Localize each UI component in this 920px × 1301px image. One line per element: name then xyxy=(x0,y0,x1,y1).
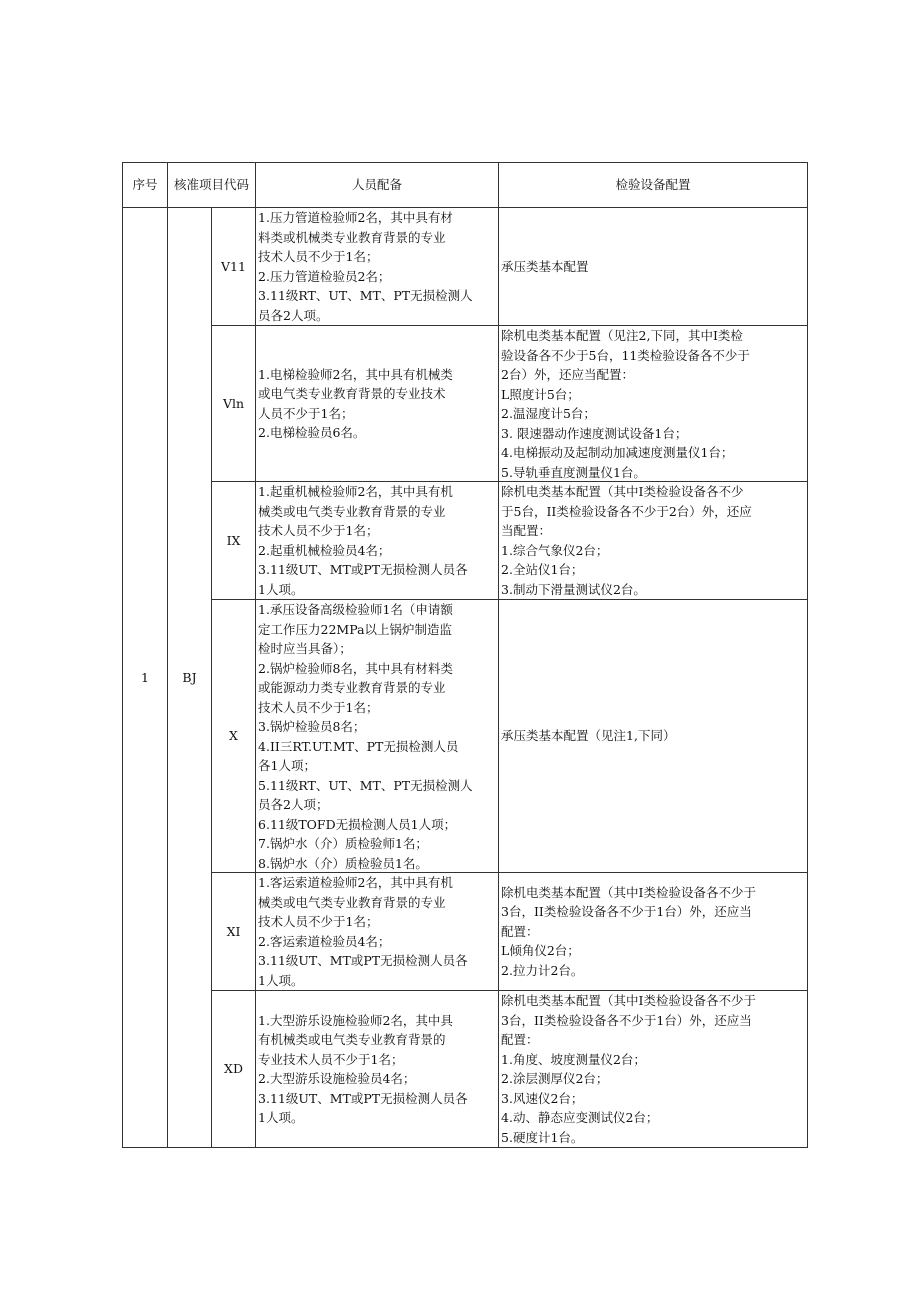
sub-code-cell: IX xyxy=(212,482,256,600)
staff-line: 1.承压设备高级检验师1名（申请额 xyxy=(258,602,453,617)
staff-line: 2.电梯检验员6名。 xyxy=(258,425,366,440)
header-equipment: 检验设备配置 xyxy=(499,163,808,208)
equipment-line: 2.温湿度计5台； xyxy=(501,406,596,421)
header-seq: 序号 xyxy=(123,163,168,208)
staff-line: 1.电梯检验师2名，其中具有机械类 xyxy=(258,366,453,382)
equipment-line: 2.拉力计2台。 xyxy=(501,962,584,978)
equipment-line: 3. 限速器动作速度测试设备1台； xyxy=(501,425,688,441)
equipment-line: 3台，II类检验设备各不少于1台）外，还应当 xyxy=(501,904,752,920)
staff-line: 4.II三RT.UT.MT、PT无损检测人员 xyxy=(258,738,459,754)
header-staff: 人员配备 xyxy=(256,163,499,208)
staff-line: 有机械类或电气类专业教育背景的 xyxy=(258,1032,446,1047)
staff-line: 检时应当具备）； xyxy=(258,641,352,656)
staff-line: 或电气类专业教育背景的专业技术 xyxy=(258,386,446,401)
staff-line: 3.锅炉检验员8名； xyxy=(258,719,366,734)
staff-line: 技术人员不少于1名； xyxy=(258,914,379,929)
sub-code-cell: X xyxy=(212,600,256,873)
staff-line: 员各2人项； xyxy=(258,797,329,812)
staff-line: 3.11级RT、UT、MT、PT无损检测人 xyxy=(258,288,473,303)
equipment-line: 2.涂层测厚仪2台； xyxy=(501,1071,609,1086)
staff-line: 1.大型游乐设施检验师2名，其中具 xyxy=(258,1012,453,1028)
equipment-cell xyxy=(499,326,808,482)
staff-line: 3.11级UT、MT或PT无损检测人员各 xyxy=(258,562,468,577)
equipment-line: 2.全站仪1台； xyxy=(501,562,584,577)
staff-cell xyxy=(256,326,499,482)
equipment-line: 2台）外，还应当配置： xyxy=(501,367,634,382)
staff-line: 8.锅炉水（介）质检验员1名。 xyxy=(258,855,428,871)
staff-line: 2.大型游乐设施检验员4名； xyxy=(258,1071,416,1086)
staff-line: 料类或机械类专业教育背景的专业 xyxy=(258,229,446,245)
equipment-line: L倾角仪2台； xyxy=(501,943,580,959)
staff-line: 定工作压力22MPa以上锅炉制造监 xyxy=(258,621,453,637)
equipment-line: 5.导轨垂直度测量仪1台。 xyxy=(501,464,646,480)
header-code: 核准项目代码 xyxy=(168,163,256,208)
equipment-line: 除机电类基本配置（其中I类检验设备各不少于 xyxy=(501,884,756,900)
staff-line: 1.压力管道检验师2名，其中具有材 xyxy=(258,210,453,225)
equipment-cell xyxy=(499,208,808,326)
staff-line: 械类或电气类专业教育背景的专业 xyxy=(258,894,446,910)
staff-cell xyxy=(256,482,499,600)
equipment-line: 配置： xyxy=(501,1032,539,1047)
staff-line: 2.压力管道检验员2名； xyxy=(258,268,391,284)
equipment-line: 配置： xyxy=(501,923,539,939)
equipment-line: L照度计5台； xyxy=(501,386,580,402)
staff-line: 人员不少于1名； xyxy=(258,405,354,421)
equipment-line: 4.动、静态应变测试仪2台； xyxy=(501,1110,659,1125)
staff-line: 2.起重机械检验员4名； xyxy=(258,542,391,558)
staff-line: 械类或电气类专业教育背景的专业 xyxy=(258,503,446,519)
staff-cell xyxy=(256,208,499,326)
equipment-cell xyxy=(499,482,808,600)
equipment-cell xyxy=(499,600,808,873)
staff-line: 技术人员不少于1名； xyxy=(258,523,379,538)
table-row xyxy=(123,600,808,873)
staff-line: 技术人员不少于1名； xyxy=(258,699,379,715)
equipment-line: 5.硬度计1台。 xyxy=(501,1129,584,1145)
table-row xyxy=(123,873,808,991)
equipment-line: 当配置： xyxy=(501,523,552,538)
staff-line: 或能源动力类专业教育背景的专业 xyxy=(258,680,446,695)
equipment-line: 3.制动下滑量测试仪2台。 xyxy=(501,581,646,597)
staff-line: 技术人员不少于1名； xyxy=(258,249,379,264)
staff-line: 5.11级RT、UT、MT、PT无损检测人 xyxy=(258,777,473,793)
equipment-line: 3台，II类检验设备各不少于1台）外，还应当 xyxy=(501,1012,752,1028)
equipment-line: 承压类基本配置（见注1,下同） xyxy=(501,728,676,744)
staff-cell xyxy=(256,991,499,1148)
equipment-line: 验设备各不少于5台，11类检验设备各不少于 xyxy=(501,347,750,363)
equipment-line: 于5台，II类检验设备各不少于2台）外，还应 xyxy=(501,503,752,519)
table-row xyxy=(123,991,808,1148)
staff-line: 1.起重机械检验师2名，其中具有机 xyxy=(258,484,453,499)
sub-code-cell: Vln xyxy=(212,326,256,482)
equipment-line: 除机电类基本配置（见注2,下同，其中I类检 xyxy=(501,328,743,343)
staff-line: 2.客运索道检验员4名； xyxy=(258,933,391,949)
sub-code-cell: V11 xyxy=(212,208,256,326)
equipment-line: 承压类基本配置 xyxy=(501,258,589,274)
staff-cell xyxy=(256,600,499,873)
staff-line: 3.11级UT、MT或PT无损检测人员各 xyxy=(258,1090,468,1106)
equipment-line: 3.风速仪2台； xyxy=(501,1090,584,1106)
staff-line: 1人项。 xyxy=(258,581,304,597)
table-row xyxy=(123,208,808,326)
header-row xyxy=(123,163,808,208)
staff-line: 员各2人项。 xyxy=(258,307,329,323)
staff-line: 专业技术人员不少于1名； xyxy=(258,1051,404,1067)
sub-code-cell: XI xyxy=(212,873,256,991)
equipment-line: 除机电类基本配置（其中I类检验设备各不少 xyxy=(501,484,744,499)
staff-line: 1人项。 xyxy=(258,972,304,988)
staff-line: 各1人项； xyxy=(258,758,316,773)
equipment-line: 1.综合气象仪2台； xyxy=(501,542,609,558)
table-row xyxy=(123,482,808,600)
seq-cell: 1 xyxy=(123,208,168,1148)
staff-cell xyxy=(256,873,499,991)
equipment-cell xyxy=(499,991,808,1148)
equipment-line: 1.角度、坡度测量仪2台； xyxy=(501,1051,646,1067)
equipment-cell xyxy=(499,873,808,991)
staff-line: 7.锅炉水（介）质检验师1名； xyxy=(258,836,428,851)
equipment-line: 4.电梯振动及起制动加减速度测量仪1台； xyxy=(501,445,734,460)
equipment-line: 除机电类基本配置（其中I类检验设备各不少于 xyxy=(501,993,756,1008)
code-cell: BJ xyxy=(168,208,212,1148)
staff-line: 6.11级TOFD无损检测人员1人项； xyxy=(258,816,457,832)
staff-line: 2.锅炉检验师8名，其中具有材料类 xyxy=(258,660,453,676)
staff-line: 1.客运索道检验师2名，其中具有机 xyxy=(258,875,453,890)
staff-line: 1人项。 xyxy=(258,1110,304,1125)
staff-line: 3.11级UT、MT或PT无损检测人员各 xyxy=(258,953,468,968)
sub-code-cell: XD xyxy=(212,991,256,1148)
inspection-config-table xyxy=(122,162,808,1148)
table-row xyxy=(123,326,808,482)
